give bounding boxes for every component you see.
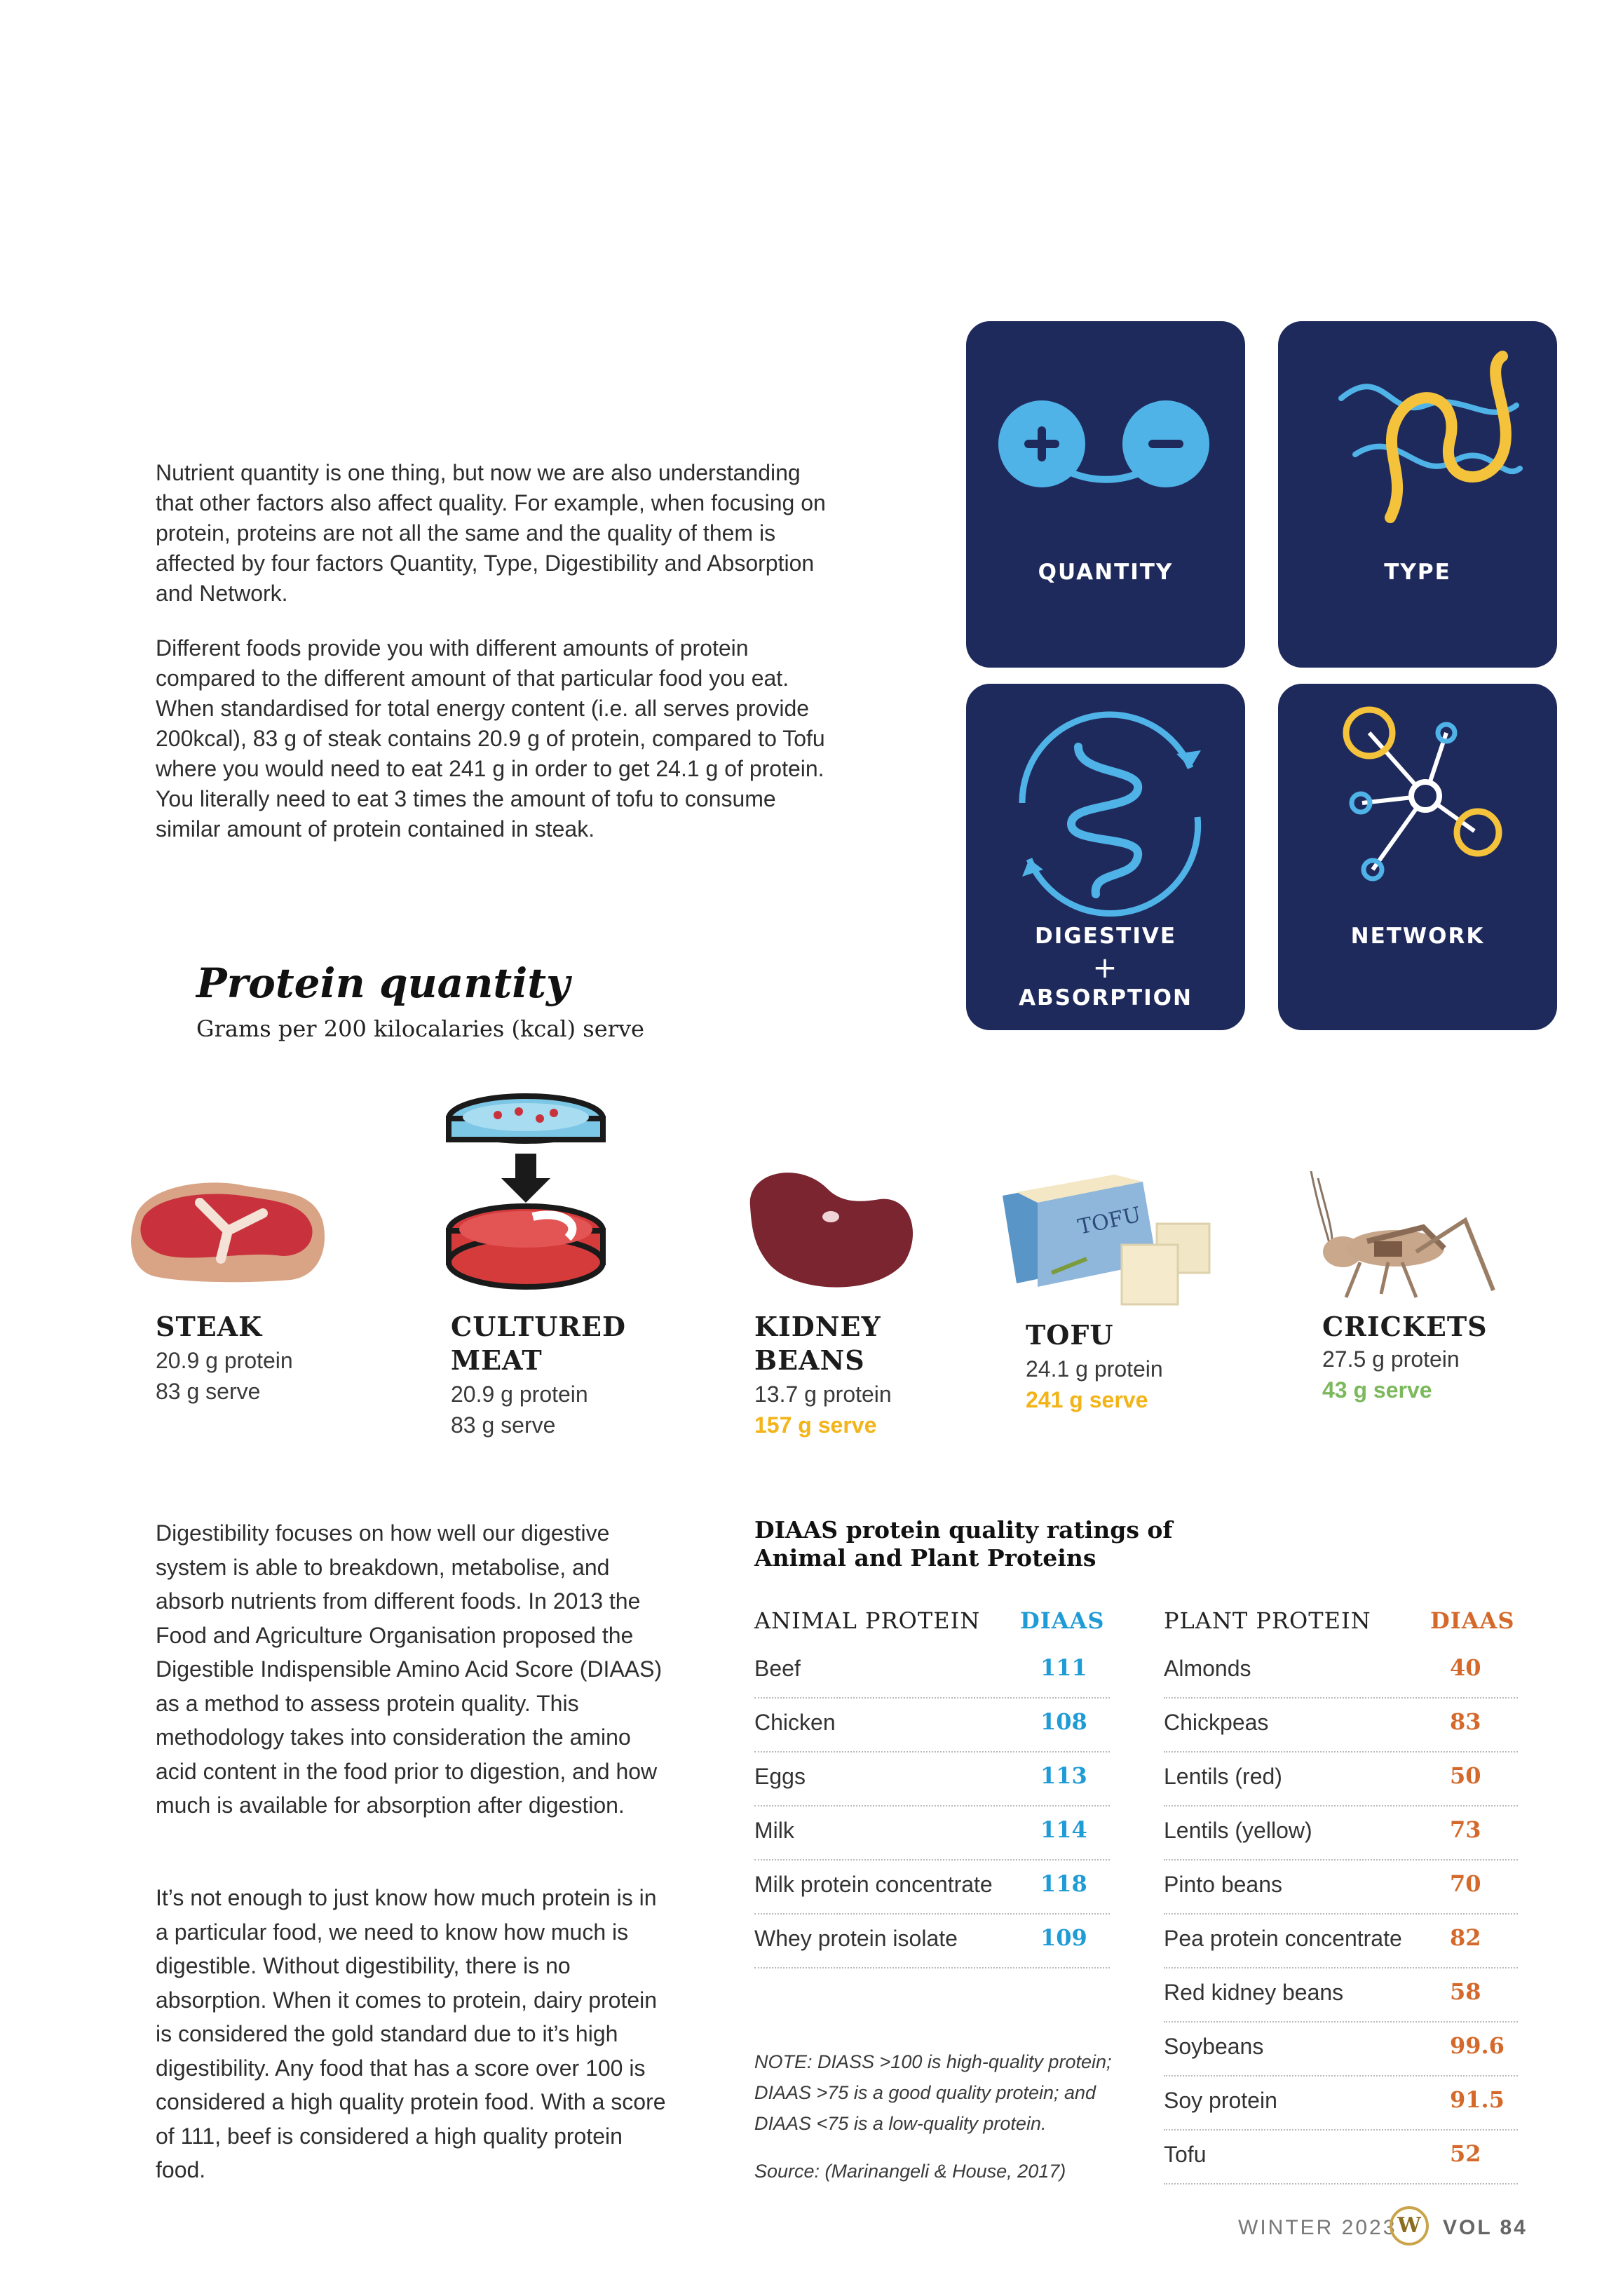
protein-name: Lentils (yellow) (1164, 1818, 1312, 1843)
table-row (1164, 1643, 1518, 1699)
protein-name: Milk (754, 1818, 794, 1843)
table-row (1164, 2021, 1518, 2076)
digestive-absorption-tile (966, 684, 1245, 1030)
protein-name: Pinto beans (1164, 1872, 1283, 1897)
table-row (1164, 2129, 1518, 2184)
food-serve: 43 g serve (1322, 1377, 1432, 1403)
digestibility-paragraph-1: Digestibility focuses on how well our digestive system is able to breakdown, metabolise, and absorb nutrients from different foods. In 2013 the Food and Agriculture Organisation proposed the Digestible Indispensible Amino Acid Score (DIAAS) as a method to assess protein quality. This methodology takes into consideration the amino acid content in the food prior to digestion, and how much is available for absorption after digestion. (156, 1520, 663, 1818)
food-protein: 20.9 g protein (451, 1382, 588, 1407)
table-row (1164, 1805, 1518, 1861)
protein-name: Soybeans (1164, 2034, 1264, 2059)
cultured-meat-icon (442, 1083, 610, 1294)
table-row (1164, 1859, 1518, 1915)
protein-quantity-subtitle: Grams per 200 kilocalaries (kcal) serve (196, 1015, 644, 1042)
volume-label: VOL 84 (1443, 2216, 1528, 2239)
diaas-note-line-2: DIAAS >75 is a good quality protein; and (754, 2082, 1096, 2103)
steak-icon (123, 1164, 333, 1290)
diaas-score: 73 (1450, 1816, 1481, 1843)
protein-name: Tofu (1164, 2142, 1207, 2167)
digestive-label: DIGESTIVE (1034, 924, 1177, 949)
food-name: CRICKETS (1322, 1311, 1488, 1342)
diaas-score: 82 (1450, 1924, 1481, 1951)
table-row (1164, 1967, 1518, 2022)
food-name: STEAK (156, 1311, 263, 1342)
food-crickets (1322, 1310, 1488, 1405)
animal-diaas-header: DIAAS (1020, 1607, 1105, 1634)
diaas-score: 118 (1040, 1870, 1087, 1897)
diaas-score: 83 (1450, 1708, 1481, 1735)
table-row (754, 1697, 1110, 1753)
diaas-score: 111 (1040, 1654, 1087, 1681)
food-protein: 27.5 g protein (1322, 1346, 1460, 1372)
food-cultured-meat (451, 1310, 626, 1440)
food-kidney-beans (754, 1310, 892, 1440)
food-protein: 13.7 g protein (754, 1382, 892, 1407)
diaas-source: Source: (Marinangeli & House, 2017) (754, 2161, 1066, 2182)
food-steak (156, 1310, 293, 1407)
diaas-title (754, 1516, 1173, 1572)
protein-name: Beef (754, 1656, 801, 1681)
network-label: NETWORK (1350, 924, 1485, 949)
diaas-score: 40 (1450, 1654, 1481, 1681)
diaas-score: 113 (1040, 1762, 1087, 1789)
diaas-note (754, 2046, 1147, 2139)
diaas-note-line-1: NOTE: DIASS >100 is high-quality protein; (754, 2051, 1112, 2072)
absorption-label: ABSORPTION (1019, 985, 1193, 1011)
protein-name: Whey protein isolate (754, 1926, 958, 1951)
table-row (1164, 1697, 1518, 1753)
protein-name: Eggs (754, 1764, 806, 1789)
plus-sign: + (1092, 950, 1119, 985)
food-name-line-2: MEAT (451, 1344, 543, 1376)
intro-paragraph-2: Different foods provide you with different amounts of protein compared to the different amount of that particular food you eat. When standardised for total energy content (i.e. all serves provide 200kcal), 83 g of steak contains 20.9 g of protein, compared to Tofu where you would need to eat 241 g in order to get 24.1 g of protein. You literally need to eat 3 times the amount of tofu to consume similar amount of protein contained in steak. (156, 635, 825, 842)
table-row (754, 1859, 1110, 1915)
food-serve: 83 g serve (156, 1379, 261, 1404)
diaas-score: 52 (1450, 2140, 1481, 2167)
tofu-icon (996, 1168, 1220, 1315)
diaas-score: 50 (1450, 1762, 1481, 1789)
diaas-score: 114 (1040, 1816, 1087, 1843)
protein-name: Lentils (red) (1164, 1764, 1282, 1789)
diaas-title-line-2: Animal and Plant Proteins (754, 1544, 1096, 1572)
issue-label: WINTER 2023 (1238, 2216, 1397, 2239)
kidney-bean-icon (736, 1164, 918, 1297)
food-name-line-2: BEANS (754, 1344, 865, 1376)
intro-paragraph-1: Nutrient quantity is one thing, but now we are also understanding that other factors also affect quality. For example, when focusing on protein, proteins are not all the same and the quality of them is affected by four factors Quantity, Type, Digestibility and Absorption and Network. (156, 460, 826, 606)
diaas-score: 91.5 (1450, 2086, 1505, 2113)
quantity-tile (966, 321, 1245, 668)
diaas-score: 70 (1450, 1870, 1481, 1897)
quantity-label: QUANTITY (1038, 560, 1174, 585)
diaas-score: 108 (1040, 1708, 1087, 1735)
food-name: CULTURED (451, 1311, 626, 1342)
protein-name: Pea protein concentrate (1164, 1926, 1402, 1951)
plus-minus-icon (966, 321, 1245, 668)
tofu-pack-text: TOFU (1075, 1202, 1143, 1240)
magazine-logo: W (1390, 2206, 1429, 2246)
diaas-score: 109 (1040, 1924, 1087, 1951)
protein-name: Milk protein concentrate (754, 1872, 993, 1897)
type-tile (1278, 321, 1557, 668)
plant-diaas-header: DIAAS (1430, 1607, 1515, 1634)
food-serve: 83 g serve (451, 1412, 556, 1438)
food-tofu (1026, 1318, 1163, 1415)
diaas-score: 58 (1450, 1978, 1481, 2005)
protein-quantity-title: Protein quantity (196, 959, 570, 1007)
protein-name: Almonds (1164, 1656, 1251, 1681)
food-serve: 157 g serve (754, 1412, 877, 1438)
animal-protein-header: ANIMAL PROTEIN (754, 1607, 981, 1634)
digestibility-paragraph-2: It’s not enough to just know how much protein is in a particular food, we need to know how much is digestible. Without digestibility, there is no absorption. When it comes to protein, dairy protein is considered the gold standard due to it’s high digestibility. Any food that has a score over 100 is considered a high quality protein food. With a score of 111, beef is considered a high quality protein food. (156, 1885, 666, 2182)
food-serve: 241 g serve (1026, 1387, 1148, 1412)
food-name: KIDNEY (754, 1311, 881, 1342)
table-row (1164, 1751, 1518, 1807)
food-protein: 24.1 g protein (1026, 1356, 1163, 1382)
cricket-icon (1283, 1164, 1507, 1311)
protein-name: Chicken (754, 1710, 836, 1735)
plant-protein-header: PLANT PROTEIN (1164, 1607, 1371, 1634)
table-row (754, 1913, 1110, 1969)
type-label: TYPE (1384, 560, 1451, 585)
network-icon (1278, 684, 1557, 1030)
table-row (754, 1751, 1110, 1807)
food-name: TOFU (1026, 1319, 1114, 1351)
protein-name: Red kidney beans (1164, 1980, 1344, 2005)
food-protein: 20.9 g protein (156, 1348, 293, 1373)
diaas-note-line-3: DIAAS <75 is a low-quality protein. (754, 2113, 1047, 2134)
protein-name: Soy protein (1164, 2088, 1277, 2113)
protein-helix-icon (1278, 321, 1557, 668)
diaas-score: 99.6 (1450, 2032, 1505, 2059)
table-row (1164, 2075, 1518, 2130)
protein-name: Chickpeas (1164, 1710, 1269, 1735)
diaas-title-line-1: DIAAS protein quality ratings of (754, 1516, 1173, 1544)
network-tile (1278, 684, 1557, 1030)
table-row (754, 1643, 1110, 1699)
table-row (1164, 1913, 1518, 1969)
table-row (754, 1805, 1110, 1861)
